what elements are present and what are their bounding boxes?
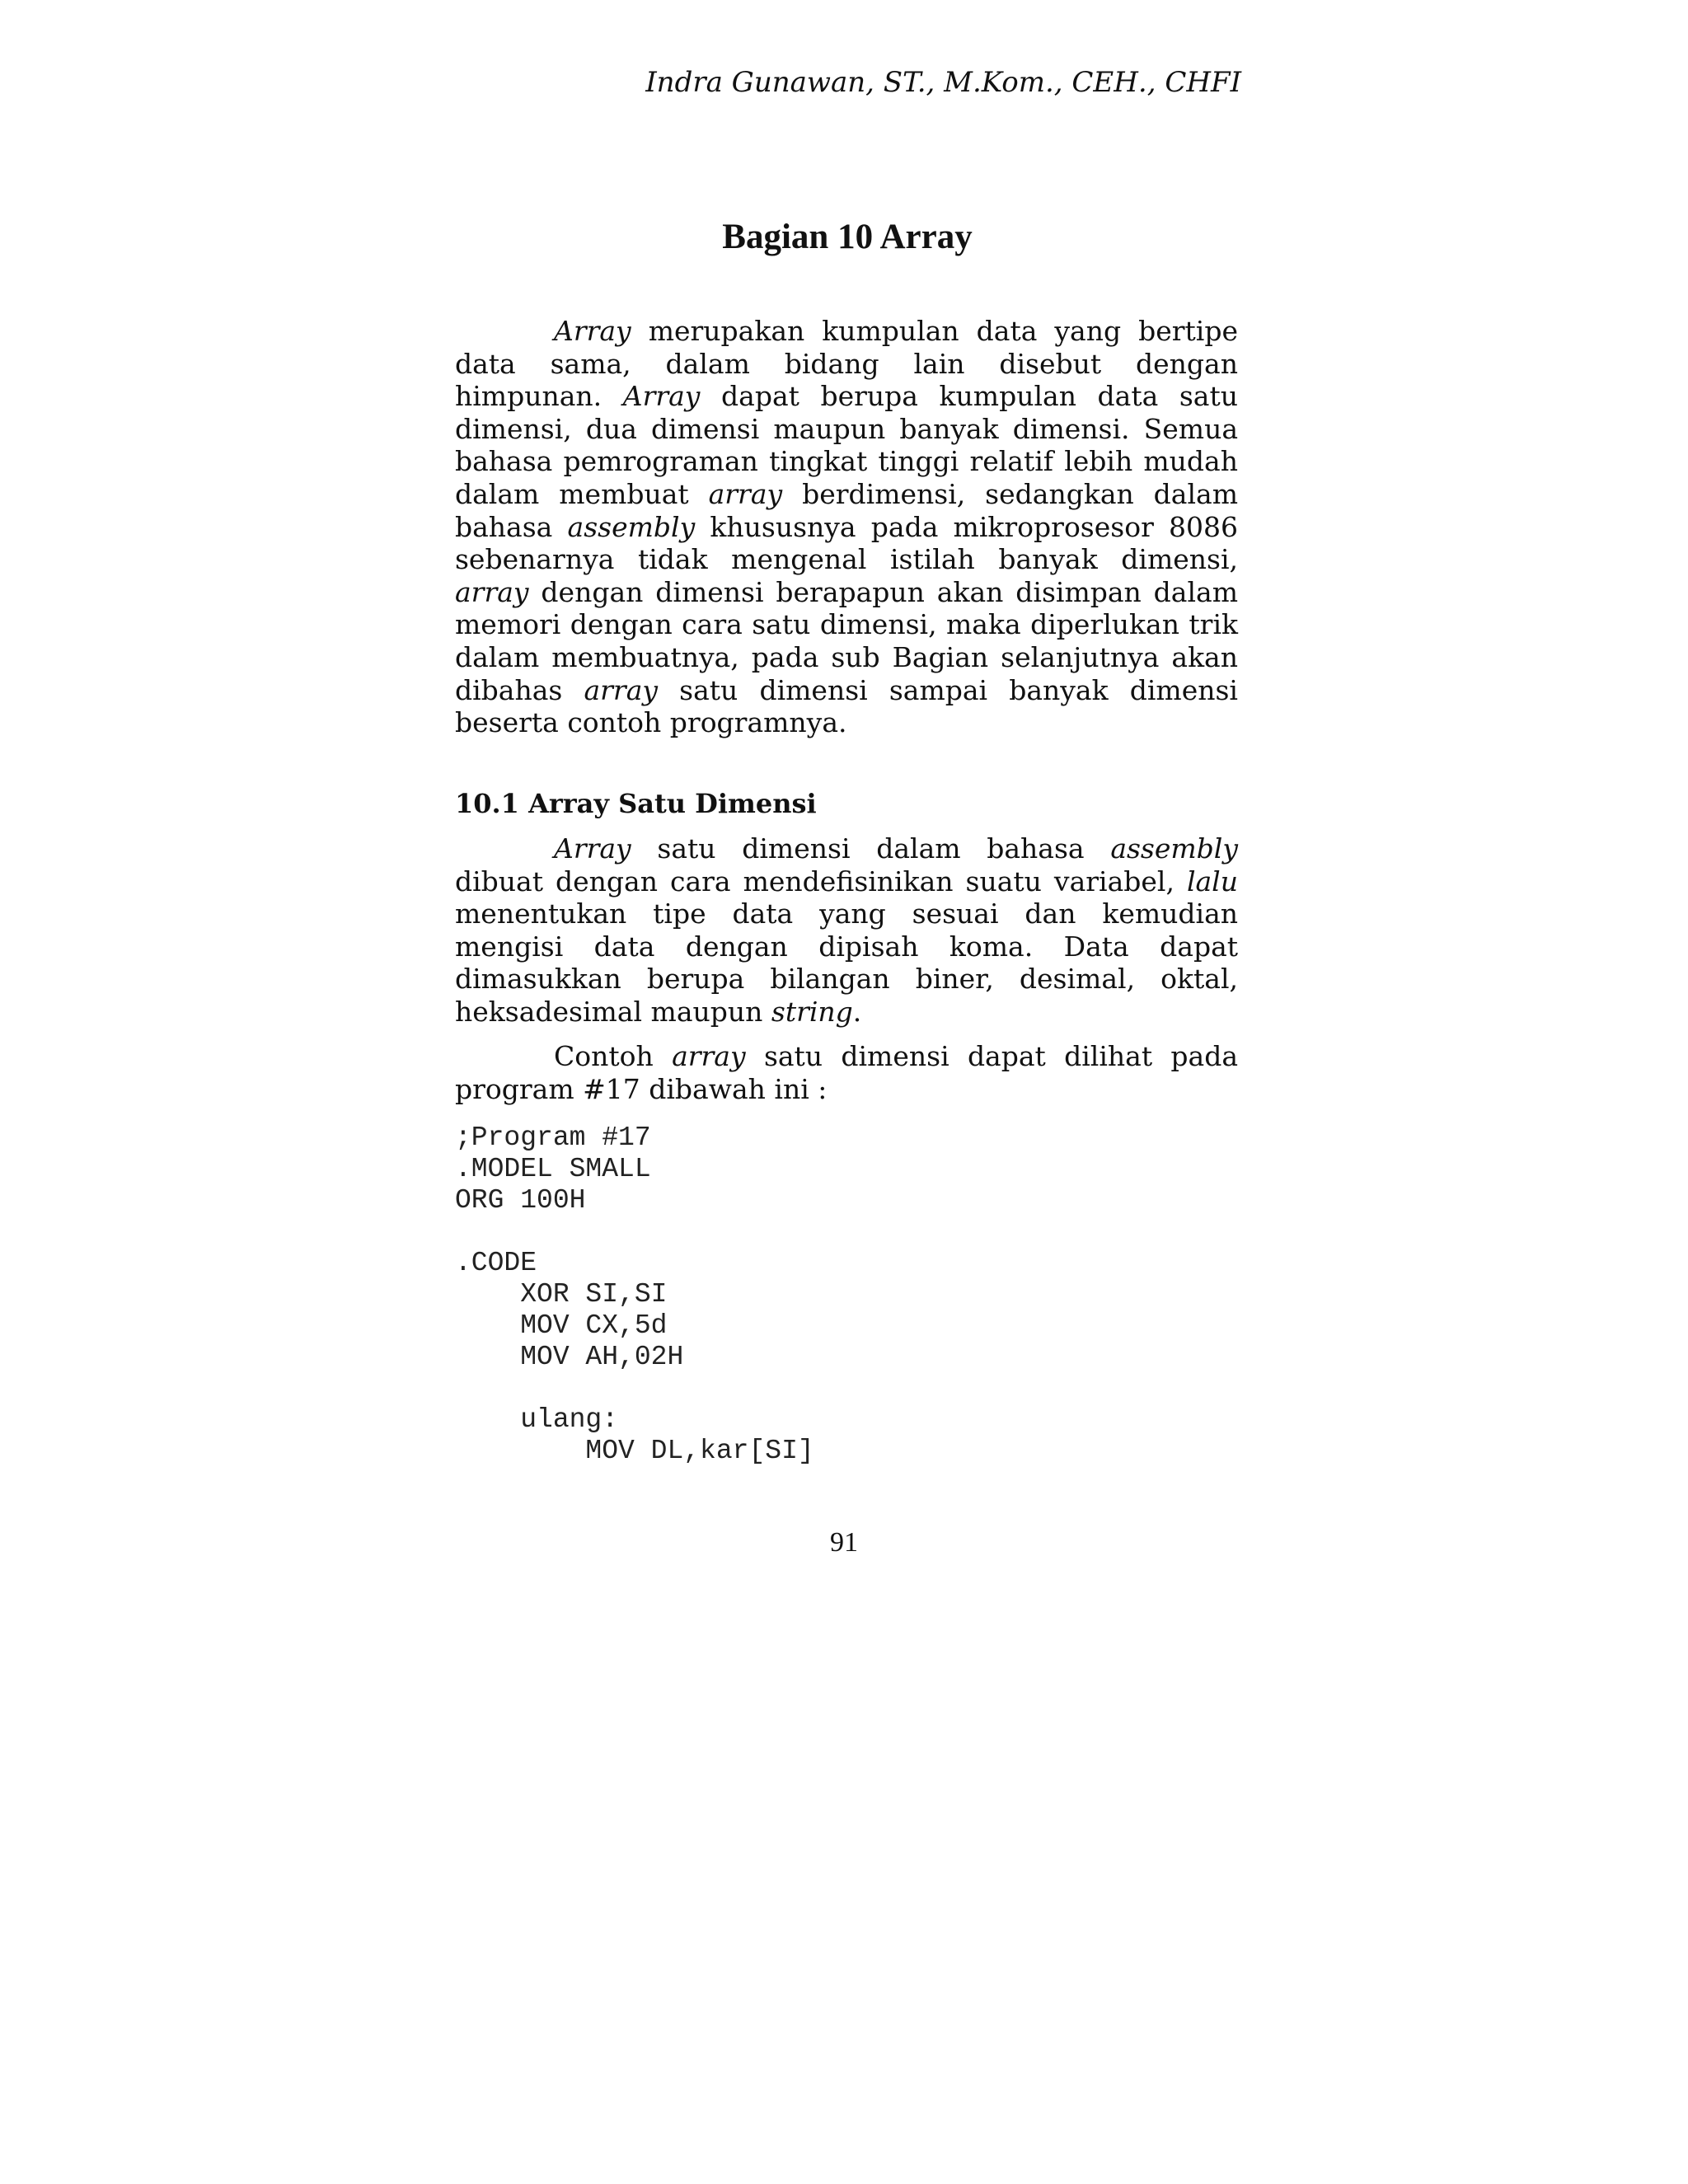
definition-text-8: . (852, 995, 862, 1028)
chapter-title: Bagian 10 Array (722, 218, 973, 256)
definition-text-1: Array (554, 832, 631, 865)
definition-text-2: satu dimensi dalam bahasa (631, 832, 1111, 865)
example-text-3: satu dimensi dapat dilihat pada program #17 dibawah ini : (455, 1040, 1239, 1105)
definition-text-3: assembly (1110, 832, 1238, 865)
intro-text-7: assembly (567, 510, 696, 543)
intro-text-10: dengan dimensi berapapun akan disimpan dalam memori dengan cara satu dimensi, maka diperlukan trik dalam membuatnya, pada sub Bagian selanjutnya akan dibahas (455, 575, 1238, 706)
intro-text-9: array (455, 575, 529, 608)
definition-text-5: lalu (1186, 865, 1238, 898)
intro-text-8: khususnya pada mikroprosesor 8086 sebenarnya tidak mengenal istilah banyak dimensi, (455, 510, 1239, 576)
definition-text-6: menentukan tipe data yang sesuai dan kemudian mengisi data dengan dipisah koma. Data dapat dimasukkan berupa bilangan biner, desimal, oktal, heksadesimal maupun (455, 898, 1238, 1028)
intro-text-4: dapat berupa kumpulan data satu dimensi, dua dimensi maupun banyak dimensi. Semua bahasa pemrograman tingkat tinggi relatif lebih mudah dalam membuat (455, 380, 1238, 510)
page-number: 91 (830, 1527, 858, 1558)
intro-paragraph (455, 315, 1238, 739)
intro-text-3: Array (622, 380, 701, 413)
running-header-author: Indra Gunawan, ST., M.Kom., CEH., CHFI (645, 66, 1241, 99)
definition-text-7: string (771, 995, 853, 1028)
code-listing: ;Program #17 .MODEL SMALL ORG 100H .CODE XOR SI,SI MOV CX,5d MOV AH,02H ulang: MOV DL,kar[SI] (455, 1122, 814, 1466)
example-paragraph (455, 1040, 1238, 1105)
example-text-1: Contoh (554, 1040, 673, 1072)
definition-paragraph (455, 832, 1238, 1029)
intro-text-1: Array (554, 315, 631, 347)
intro-text-11: array (584, 673, 659, 706)
intro-text-6: berdimensi, sedangkan dalam bahasa (455, 477, 1238, 543)
section-heading: 10.1 Array Satu Dimensi (455, 788, 817, 819)
intro-text-5: array (708, 477, 783, 510)
intro-text-2: merupakan kumpulan data yang bertipe data sama, dalam bidang lain disebut dengan himpunan. (455, 315, 1238, 413)
intro-text-12: satu dimensi sampai banyak dimensi beserta contoh programnya. (455, 673, 1238, 739)
example-text-2: array (672, 1040, 746, 1072)
definition-text-4: dibuat dengan cara mendefisinikan suatu variabel, (455, 865, 1187, 898)
